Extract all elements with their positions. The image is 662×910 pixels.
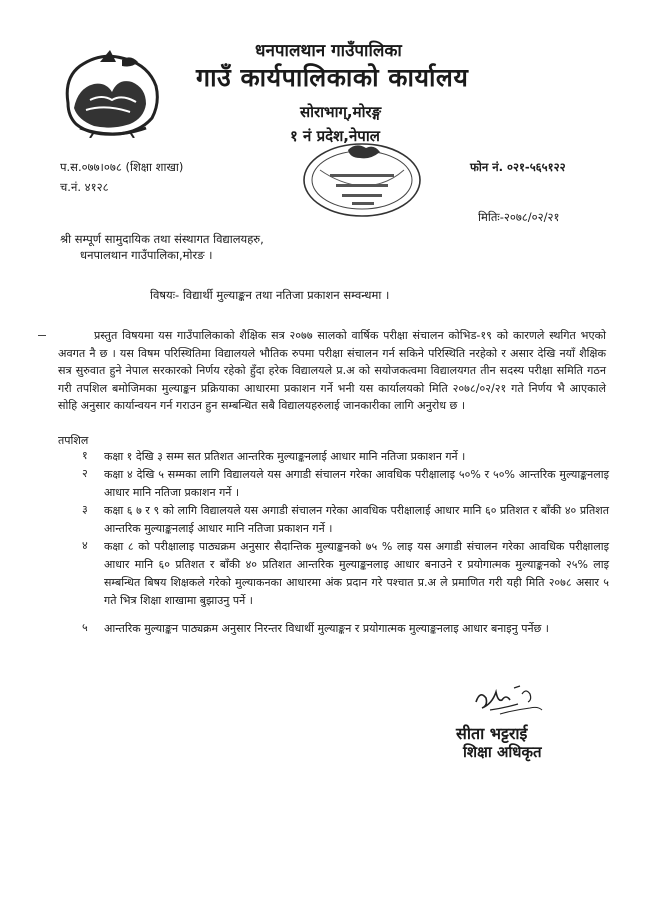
- item-number: ४: [82, 539, 88, 552]
- list-item: कक्षा १ देखि ३ सम्म सत प्रतिशत आन्तरिक मुल्याङ्कनलाई आधार मानि नतिजा प्रकाशन गर्ने ।: [104, 450, 466, 463]
- office-stamp: [300, 140, 425, 220]
- office-province: १ नं प्रदेश,नेपाल: [290, 127, 380, 145]
- margin-mark: [38, 335, 46, 336]
- signatory-name: सीता भट्टराई: [456, 724, 528, 743]
- municipality-name: धनपालथान गाउँपालिका: [255, 41, 402, 61]
- item-number: २: [82, 467, 88, 480]
- list-item: कक्षा ६ ७ र ९ को लागि विद्यालयले यस अगाडी संचालन गरेका आवधिक परीक्षालाई आधार मानि ६० प्रतिशत र बाँकी ४० प्रतिशत आन्तरिक मुल्याङ्कनलाई आधार मानि नतिजा प्रकाशन गर्ने ।: [104, 504, 609, 535]
- letter-body: प्रस्तुत विषयमा यस गाउँपालिकाको शैक्षिक सत्र २०७७ सालको वार्षिक परीक्षा संचालन कोभिड-१९ को कारणले स्थगित भएको अवगत नै छ । यस विषम परिस्थितिमा विद्यालयले भौतिक रुपमा परीक्षा संचालन गर्न सकिने परिस्थिति नरहेको र असार देखि नयाँ शैक्षिक सत्र सुरुवात हुने नेपाल सरकारको निर्णय रहेको हुँदा हरेक विद्यालयले प्र.अ को सयोजकत्वमा विद्यालयगत तीन सदस्य परीक्षा समिति गठन गरी तपशिल बमोजिमका मुल्याङ्कन प्रक्रियाका आधारमा प्रकाशन गर्ने भनी यस कार्यालयको मिति २०७८/०२/२१ गते निर्णय भै आएकाले सोहि अनुसार कार्यान्वयन गर्न गराउन हुन सम्बन्धित सबै विद्यालयहरुलाई जानकारीका लागि अनुरोध छ ।: [58, 329, 606, 412]
- list-item: कक्षा ८ को परीक्षालाइ पाठ्यक्रम अनुसार सैदान्तिक मुल्याङ्कनको ७५ % लाइ यस अगाडी संचालन गरेका आवधिक परीक्षालाइ आधार मानि ६० प्रतिशत र बाँकी ४० प्रतिशत आन्तरिक मुल्याङ्कनलाइ आधार बनाउने र प्रयोगात्मक मुल्याङ्कनको २५% लाइ सम्बन्धित बिषय शिक्षकले गरेको मुल्याकनका आधारमा अंक प्रदान गरे पश्चात प्र.अ ले प्रमाणित गरी यही मिति २०७८ असार ५ गते भित्र शिक्षा शाखामा बुझाउनु पर्ने ।: [104, 540, 609, 607]
- letter-subject: विषयः- विद्यार्थी मुल्याङ्कन तथा नतिजा प्रकाशन सम्वन्धमा ।: [150, 288, 390, 302]
- letter-date: मितिः-२०७८/०२/२१: [478, 210, 560, 224]
- office-name: गाउँ कार्यपालिकाको कार्यालय: [196, 63, 469, 92]
- office-address: सोराभाग्,मोरङ्ग: [300, 103, 382, 121]
- recipient-line-2: धनपालथान गाउँपालिका,मोरङ ।: [80, 248, 213, 262]
- signatory-title: शिक्षा अधिकृत: [463, 743, 542, 761]
- list-item: कक्षा ४ देखि ५ सम्मका लागि विद्यालयले यस अगाडी संचालन गरेका आवधिक परीक्षालाइ ५०% र ५०% आन्तरिक मुल्याङ्कनलाइ आधार मानि नतिजा प्रकाशन गर्ने ।: [104, 468, 609, 499]
- details-label: तपशिल: [58, 434, 89, 447]
- reference-number: प.स.०७७।०७८ (शिक्षा शाखा): [60, 160, 184, 174]
- phone-number: फोन नं. ०२१-५६५१२२: [470, 160, 566, 174]
- government-emblem-logo: [60, 48, 165, 138]
- item-number: ३: [82, 503, 88, 516]
- dispatch-number: च.नं. ४१२८: [60, 180, 109, 194]
- item-number: १: [82, 449, 88, 462]
- item-number: ५: [82, 621, 88, 634]
- recipient-line-1: श्री सम्पूर्ण सामुदायिक तथा संस्थागत विद्यालयहरु,: [60, 232, 264, 246]
- list-item: आन्तरिक मुल्याङ्कन पाठ्यक्रम अनुसार निरन्तर विधार्थी मुल्याङ्कन र प्रयोगात्मक मुल्याङ्कनलाइ आधार बनाइनु पर्नेछ ।: [104, 622, 549, 635]
- handwritten-signature: [470, 680, 560, 720]
